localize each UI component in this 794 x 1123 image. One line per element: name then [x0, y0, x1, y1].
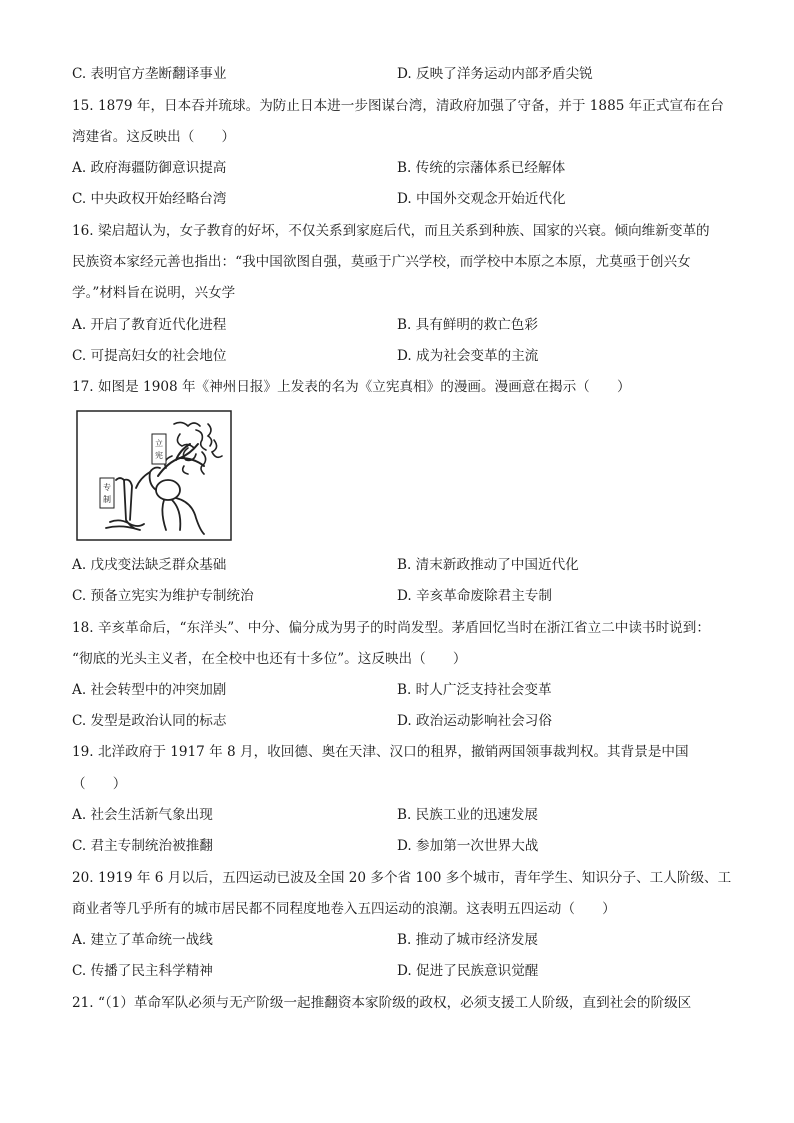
q20-option-b[interactable]: B. 推动了城市经济发展	[397, 932, 538, 948]
q15-stem-line-1: 15. 1879 年，日本吞并琉球。为防止日本进一步图谋台湾，清政府加强了守备，并于 1885 年正式宣布在台	[72, 98, 724, 114]
q20-stem-line-2: 商业者等几乎所有的城市居民都不同程度地卷入五四运动的浪潮。这表明五四运动（ ）	[72, 901, 616, 917]
q16-stem-line-2: 民族资本家经元善也指出：“我中国欲图自强，莫亟于广兴学校，而学校中本原之本原，尤莫亟于创兴女	[72, 254, 691, 270]
q14-option-c[interactable]: C. 表明官方垄断翻译事业	[72, 66, 227, 82]
q17-option-c[interactable]: C. 预备立宪实为维护专制统治	[72, 588, 254, 604]
q18-option-a[interactable]: A. 社会转型中的冲突加剧	[72, 682, 227, 698]
q21-stem-line-1: 21. “（1）革命军队必须与无产阶级一起推翻资本家阶级的政权，必须支援工人阶级，直到社会的阶级区	[72, 995, 692, 1011]
q20-option-d[interactable]: D. 促进了民族意识觉醒	[397, 963, 539, 979]
q19-option-d[interactable]: D. 参加第一次世界大战	[397, 838, 539, 854]
q18-stem-line-1: 18. 辛亥革命后，“东洋头”、中分、偏分成为男子的时尚发型。茅盾回忆当时在浙江省立二中读书时说到：	[72, 620, 710, 636]
cartoon-label-top-char-1: 立	[155, 439, 163, 448]
q14-option-d[interactable]: D. 反映了洋务运动内部矛盾尖锐	[397, 66, 593, 82]
q18-option-b[interactable]: B. 时人广泛支持社会变革	[397, 682, 552, 698]
q15-option-b[interactable]: B. 传统的宗藩体系已经解体	[397, 160, 566, 176]
constitution-cartoon	[76, 410, 232, 541]
q19-option-b[interactable]: B. 民族工业的迅速发展	[397, 807, 538, 823]
q18-stem-line-2: “彻底的光头主义者，在全校中也还有十多位”。这反映出（ ）	[72, 651, 467, 667]
cartoon-label-top-char-2: 宪	[155, 451, 163, 460]
q17-stem-line-1: 17. 如图是 1908 年《神州日报》上发表的名为《立宪真相》的漫画。漫画意在揭示（ ）	[72, 379, 631, 395]
cartoon-label-bottom-char-2: 制	[103, 495, 111, 504]
q15-stem-line-2: 湾建省。这反映出（ ）	[72, 129, 236, 145]
q19-option-a[interactable]: A. 社会生活新气象出现	[72, 807, 213, 823]
q16-stem-line-3: 学。”材料旨在说明，兴女学	[72, 285, 236, 301]
q20-stem-line-1: 20. 1919 年 6 月以后，五四运动已波及全国 20 多个省 100 多个城市，青年学生、知识分子、工人阶级、工	[72, 870, 732, 886]
q20-option-c[interactable]: C. 传播了民主科学精神	[72, 963, 213, 979]
cartoon-label-bottom-char-1: 专	[103, 483, 111, 492]
q18-option-c[interactable]: C. 发型是政治认同的标志	[72, 713, 227, 729]
q15-option-a[interactable]: A. 政府海疆防御意识提高	[72, 160, 227, 176]
q17-option-b[interactable]: B. 清末新政推动了中国近代化	[397, 557, 579, 573]
q16-option-a[interactable]: A. 开启了教育近代化进程	[72, 317, 227, 333]
q17-option-d[interactable]: D. 辛亥革命废除君主专制	[397, 588, 552, 604]
q19-stem-line-1: 19. 北洋政府于 1917 年 8 月，收回德、奥在天津、汉口的租界，撤销两国领事裁判权。其背景是中国	[72, 744, 689, 760]
q15-option-d[interactable]: D. 中国外交观念开始近代化	[397, 191, 566, 207]
q16-option-c[interactable]: C. 可提高妇女的社会地位	[72, 348, 227, 364]
q17-option-a[interactable]: A. 戊戌变法缺乏群众基础	[72, 557, 227, 573]
q20-option-a[interactable]: A. 建立了革命统一战线	[72, 932, 213, 948]
q16-option-b[interactable]: B. 具有鲜明的救亡色彩	[397, 317, 538, 333]
q19-stem-line-2: （ ）	[72, 776, 127, 792]
q19-option-c[interactable]: C. 君主专制统治被推翻	[72, 838, 213, 854]
q15-option-c[interactable]: C. 中央政权开始经略台湾	[72, 191, 227, 207]
q16-stem-line-1: 16. 梁启超认为，女子教育的好坏，不仅关系到家庭后代，而且关系到种族、国家的兴衰。倾向维新变革的	[72, 223, 710, 239]
q16-option-d[interactable]: D. 成为社会变革的主流	[397, 348, 539, 364]
q18-option-d[interactable]: D. 政治运动影响社会习俗	[397, 713, 552, 729]
